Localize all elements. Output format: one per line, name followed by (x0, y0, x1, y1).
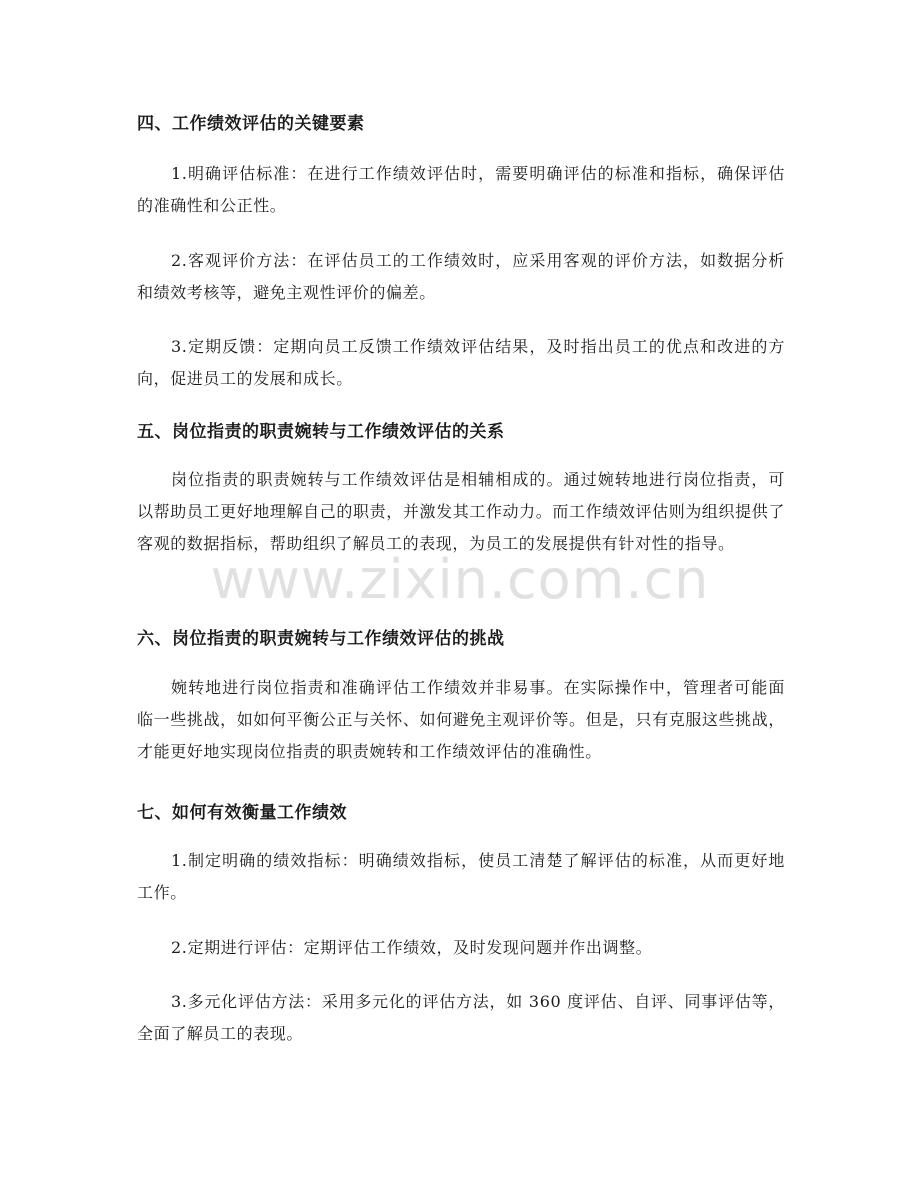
paragraph: 2.客观评价方法：在评估员工的工作绩效时，应采用客观的评价方法，如数据分析和绩效考核等，避免主观性评价的偏差。 (137, 251, 785, 302)
paragraph: 3.定期反馈：定期向员工反馈工作绩效评估结果，及时指出员工的优点和改进的方向，促进员工的发展和成长。 (137, 337, 785, 388)
paragraph: 岗位指责的职责婉转与工作绩效评估是相辅相成的。通过婉转地进行岗位指责，可以帮助员工更好地理解自己的职责，并激发其工作动力。而工作绩效评估则为组织提供了客观的数据指标，帮助组织了解员工的表现，为员工的发展提供有针对性的指导。 (137, 470, 785, 553)
paragraph: 3.多元化评估方法：采用多元化的评估方法，如 360 度评估、自评、同事评估等，全面了解员工的表现。 (137, 992, 785, 1043)
section-heading-6: 六、岗位指责的职责婉转与工作绩效评估的挑战 (137, 629, 505, 649)
paragraph: 1.明确评估标准：在进行工作绩效评估时，需要明确评估的标准和指标，确保评估的准确性和公正性。 (137, 164, 785, 215)
section-heading-7: 七、如何有效衡量工作绩效 (137, 803, 347, 823)
section-heading-5: 五、岗位指责的职责婉转与工作绩效评估的关系 (137, 422, 505, 442)
section-heading-4: 四、工作绩效评估的关键要素 (137, 114, 365, 134)
watermark: www.zixin.com.cn (210, 548, 710, 611)
paragraph: 婉转地进行岗位指责和准确评估工作绩效并非易事。在实际操作中，管理者可能面临一些挑战，如如何平衡公正与关怀、如何避免主观评价等。但是，只有克服这些挑战，才能更好地实现岗位指责的职责婉转和工作绩效评估的准确性。 (137, 678, 785, 761)
paragraph: 2.定期进行评估：定期评估工作绩效，及时发现问题并作出调整。 (171, 938, 653, 957)
paragraph: 1.制定明确的绩效指标：明确绩效指标，使员工清楚了解评估的标准，从而更好地工作。 (137, 851, 785, 902)
